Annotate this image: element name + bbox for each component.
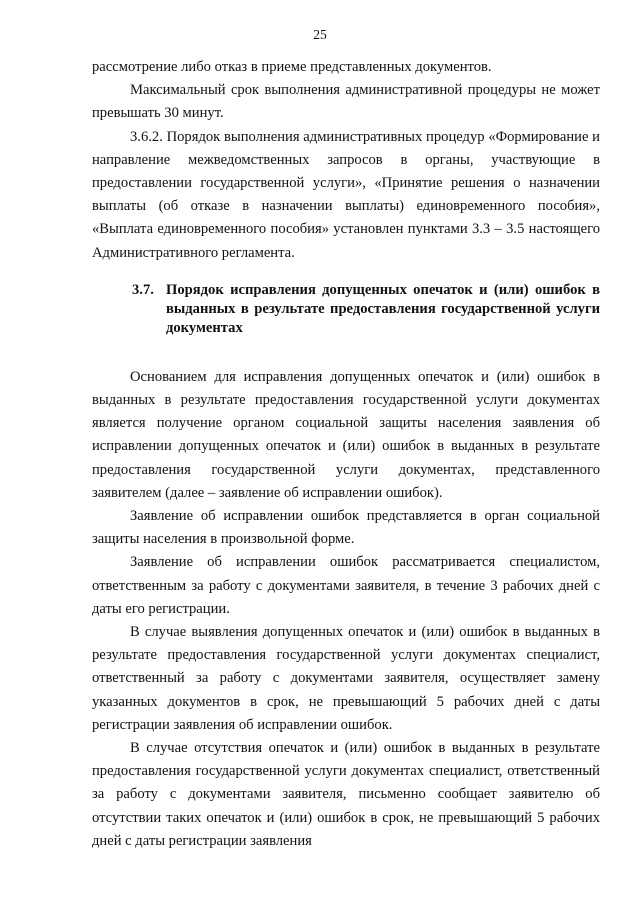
section-title: Порядок исправления допущенных опечаток и (или) ошибок в выданных в результате предоставления государственной услуги документах: [166, 281, 600, 336]
paragraph-continuation: рассмотрение либо отказ в приеме представленных документов.: [92, 59, 492, 75]
paragraph-application-form: Заявление об исправлении ошибок представляется в орган социальной защиты населения в произвольной форме.: [92, 508, 600, 548]
paragraph-no-errors: В случае отсутствия опечаток и (или) ошибок в выданных в результате предоставления государственной услуги документах специалист, ответственный за работу с документами заявителя, письменно сообщает заявителю об отсутствии таких опечаток и (или) ошибок в срок, не превышающий 5 рабочих дней с даты регистрации заявления: [92, 740, 600, 849]
section-number: 3.7.: [132, 281, 154, 298]
paragraph-max-duration: Максимальный срок выполнения административной процедуры не может превышать 30 минут.: [92, 82, 600, 122]
paragraph-grounds-for-correction: Основанием для исправления допущенных опечаток и (или) ошибок в выданных в результате предоставления государственной услуги документах является получение органом социальной защиты населения заявления об исправлении допущенных опечаток и (или) ошибок в выданных в результате предоставления государственной услуги документах, представленного заявителем (далее – заявление об исправлении ошибок).: [92, 368, 600, 501]
document-body: [92, 56, 600, 853]
paragraph-3-6-2: 3.6.2. Порядок выполнения административных процедур «Формирование и направление межведомственных запросов в органы, участвующие в предоставлении государственной услуги», «Принятие решения о назначении выплаты (об отказе в назначении выплаты) единовременного пособия», «Выплата единовременного пособия» установлен пунктами 3.3 – 3.5 настоящего Административного регламента.: [92, 128, 600, 261]
section-heading-3-7: [92, 281, 600, 338]
paragraph-errors-found: В случае выявления допущенных опечаток и (или) ошибок в выданных в результате предоставления государственной услуги документах специалист, ответственный за работу с документами заявителя, осуществляет замену указанных документов в срок, не превышающий 5 рабочих дней с даты регистрации заявления об исправлении ошибок.: [92, 624, 600, 733]
paragraph-review-period: Заявление об исправлении ошибок рассматривается специалистом, ответственным за работу с документами заявителя, в течение 3 рабочих дней с даты его регистрации.: [92, 554, 600, 617]
page-number: 25: [313, 27, 327, 42]
